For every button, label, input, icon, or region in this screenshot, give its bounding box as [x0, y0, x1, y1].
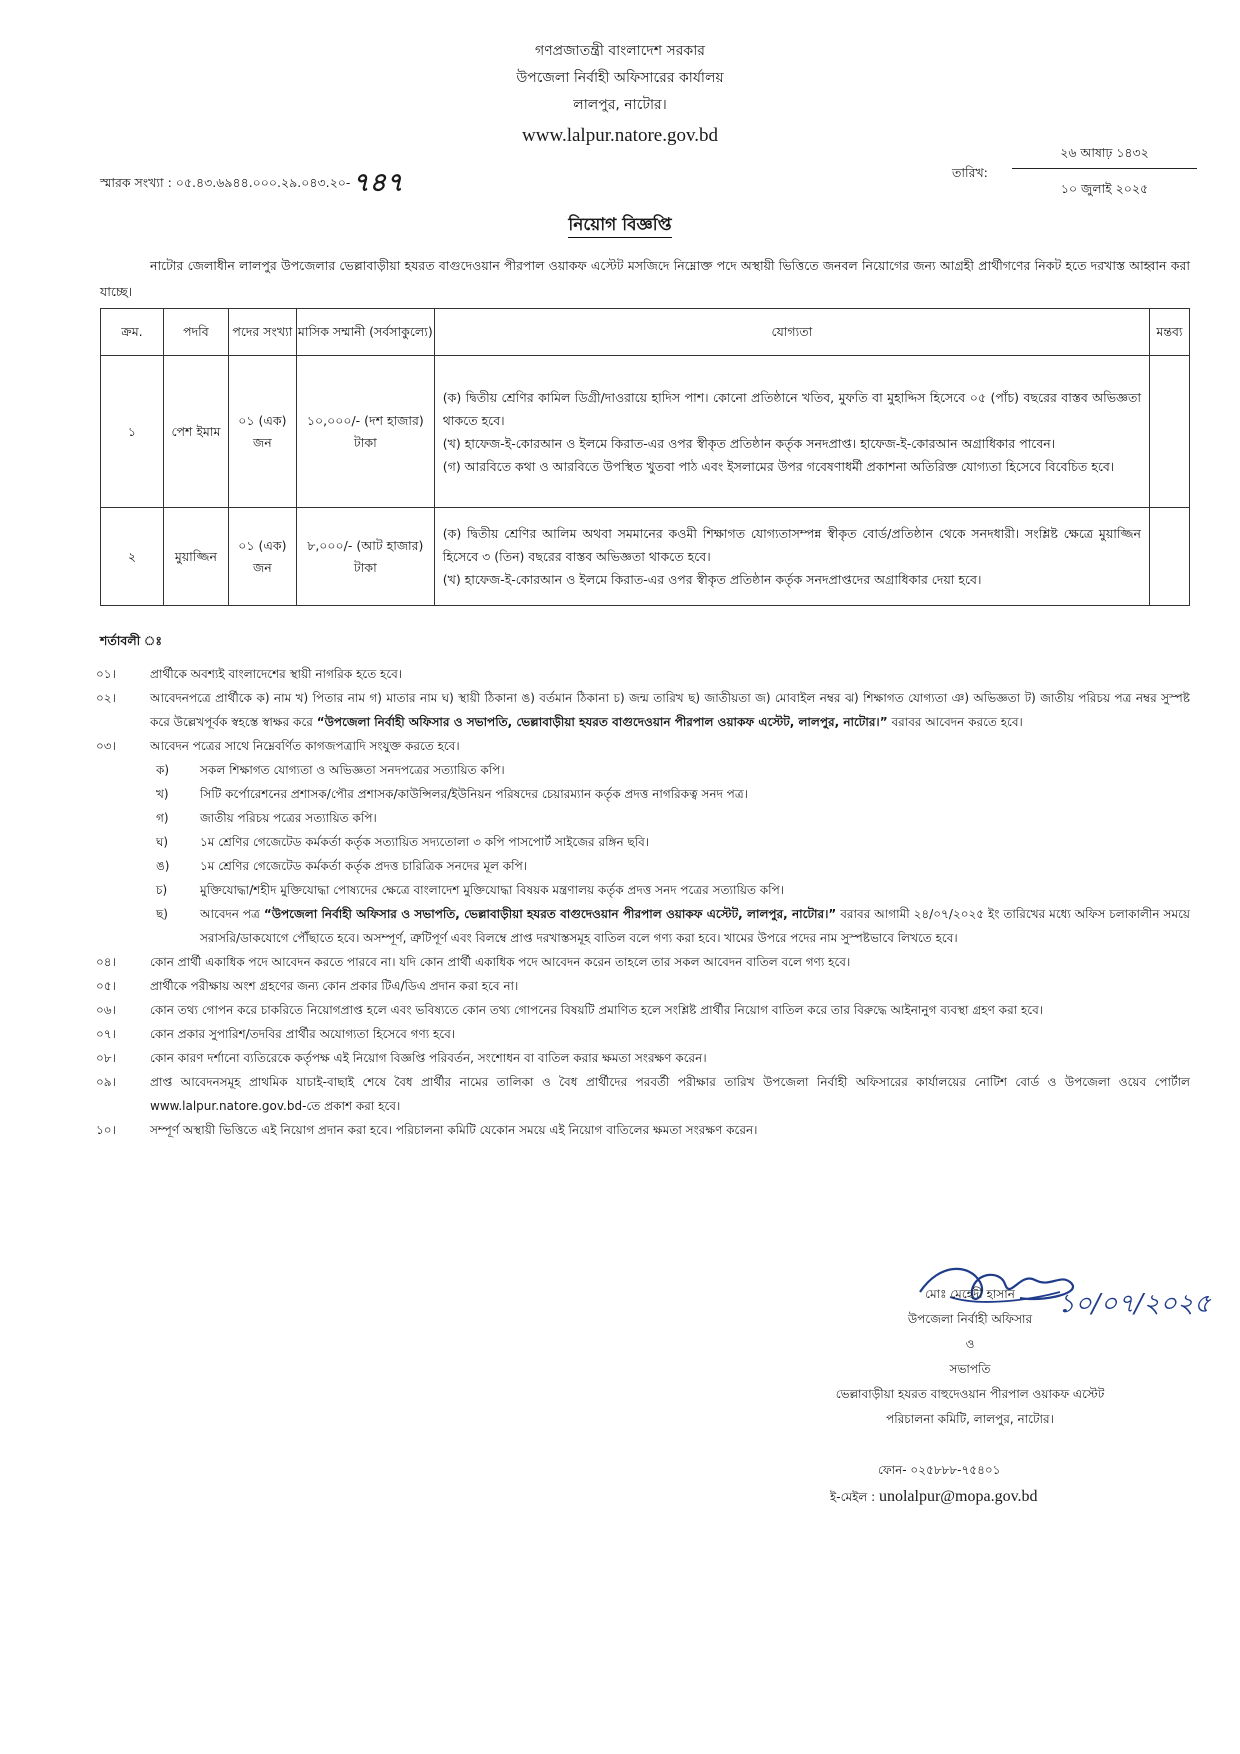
term-bold-address: “উপজেলা নির্বাহী অফিসার ও সভাপতি, ভেল্লাবাড়ীয়া হযরত বাগুদেওয়ান পীরপাল ওয়াকফ এস্টেট, লালপুর, নাটোর।”	[316, 715, 888, 729]
term-number: ০৩।	[96, 739, 116, 753]
term-item	[96, 950, 1190, 974]
subterm-item	[96, 758, 1190, 782]
subterm-item	[96, 902, 1190, 950]
term-text: কোন প্রকার সুপারিশ/তদবির প্রার্থীর অযোগ্যতা হিসেবে গণ্য হবে।	[150, 1027, 456, 1041]
memo-label: স্মারক সংখ্যা : ০৫.৪৩.৬৯৪৪.০০০.২৯.০৪৩.২০-	[100, 175, 351, 190]
term-number: ০৫।	[96, 979, 116, 993]
email-link[interactable]: unolalpur@mopa.gov.bd	[878, 1488, 1038, 1505]
term-item	[96, 1022, 1190, 1046]
conjunction: ও	[965, 1337, 975, 1351]
col-post: পদবি	[163, 309, 228, 356]
term-number: ১০।	[96, 1123, 116, 1137]
term-text: কোন প্রার্থী একাধিক পদে আবেদন করতে পারবে না। যদি কোন প্রার্থী একাধিক পদে আবেদন করেন তাহলে তার সকল আবেদন বাতিল বলে গণ্য হবে।	[150, 955, 851, 969]
term-number: ০২।	[96, 691, 116, 705]
row-qualifications	[434, 508, 1149, 606]
term-item	[96, 998, 1190, 1022]
subterm-number: খ)	[156, 787, 169, 801]
subterm-item	[96, 806, 1190, 830]
row-remarks	[1149, 508, 1189, 606]
subterm-bold-address: “উপজেলা নির্বাহী অফিসার ও সভাপতি, ভেল্লাবাড়ীয়া হযরত বাগুদেওয়ান পীরপাল ওয়াকফ এস্টেট, লালপুর, নাটোর।”	[263, 907, 837, 921]
term-item	[96, 662, 1190, 686]
term-number: ০৬।	[96, 1003, 116, 1017]
col-salary: মাসিক সম্মানী (সর্বসাকুল্যে)	[296, 309, 434, 356]
subterm-tail: বরাবর আগামী ২৪/০৭/২০২৫ ইং তারিখের মধ্যে অফিস চলাকালীন সময়ে সরাসরি/ডাকযোগে পৌঁছাতে হবে। অসম্পূর্ণ, ত্রুটিপূর্ণ এবং বিলম্বে প্রাপ্ত দরখাস্তসমূহ বাতিল বলে গণ্য করা হবে। খামের উপরে পদের নাম সুস্পষ্টভাবে লিখতে হবে।	[200, 907, 1190, 945]
row-count: ০১ (এক) জন	[228, 356, 296, 508]
office-location: লালপুর, নাটোর।	[573, 97, 667, 113]
memo-number	[100, 162, 403, 206]
qualification-item: (খ) হাফেজ-ই-কোরআন ও ইলমে কিরাত-এর ওপর স্বীকৃত প্রতিষ্ঠান কর্তৃক সনদপ্রাপ্ত। হাফেজ-ই-কোরআন অগ্রাধিকার পাবেন।	[442, 435, 1056, 451]
term-text: প্রার্থীকে পরীক্ষায় অংশ গ্রহণের জন্য কোন প্রকার টিএ/ডিএ প্রদান করা হবে না।	[150, 979, 519, 993]
office-name: উপজেলা নির্বাহী অফিসারের কার্যালয়	[516, 70, 724, 86]
email-line	[830, 1488, 1038, 1509]
term-item	[96, 974, 1190, 998]
term-text: কোন তথ্য গোপন করে চাকরিতে নিয়োগপ্রাপ্ত হলে এবং ভবিষ্যতে কোন তথ্য গোপনের বিষয়টি প্রমাণিত হলে সংশ্লিষ্ট প্রার্থীর নিয়োগ বাতিল করে তার বিরুদ্ধে আইনানুগ ব্যবস্থা গ্রহণ করা হবে।	[150, 1003, 1044, 1017]
officer-role: সভাপতি	[949, 1362, 991, 1376]
term-text: কোন কারণ দর্শানো ব্যতিরেকে কর্তৃপক্ষ এই নিয়োগ বিজ্ঞপ্তি পরিবর্তন, সংশোধন বা বাতিল করার ক্ষমতা সংরক্ষণ করেন।	[150, 1051, 707, 1065]
subterm-text: সকল শিক্ষাগত যোগ্যতা ও অভিজ্ঞতা সনদপত্রের সত্যায়িত কপি।	[200, 763, 505, 777]
subterm-item	[96, 782, 1190, 806]
subterm-text: মুক্তিযোদ্ধা/শহীদ মুক্তিযোদ্ধা পোষ্যদের ক্ষেত্রে বাংলাদেশ মুক্তিযোদ্ধা বিষয়ক মন্ত্রণালয় কর্তৃক প্রদত্ত সনদ পত্রের সত্যায়িত কপি।	[200, 883, 785, 897]
subterm-number: ক)	[156, 763, 170, 777]
table-row	[101, 356, 1190, 508]
subterm-item	[96, 854, 1190, 878]
qualification-item: (খ) হাফেজ-ই-কোরআন ও ইলমে কিরাত-এর ওপর স্বীকৃত প্রতিষ্ঠান কর্তৃক সনদপ্রাপ্তদের অগ্রাধিকার দেয়া হবে।	[442, 572, 982, 587]
term-item	[96, 1118, 1190, 1142]
officer-designation: উপজেলা নির্বাহী অফিসার	[907, 1312, 1033, 1326]
subterm-item	[96, 878, 1190, 902]
email-label: ই-মেইল :	[830, 1490, 876, 1504]
svg-text:১০/০৭/২০২৫: ১০/০৭/২০২৫	[1058, 1289, 1211, 1319]
term-text: প্রাপ্ত আবেদনসমূহ প্রাথমিক যাচাই-বাছাই শেষে বৈধ প্রার্থীর নামের তালিকা ও বৈধ প্রার্থীদের পরবর্তী পরীক্ষার তারিখ উপজেলা নির্বাহী অফিসারের কার্যালয়ের নোটিশ বোর্ড ও উপজেলা ওয়েব পোর্টাল www.lalpur.natore.gov.bd-তে প্রকাশ করা হবে।	[150, 1075, 1190, 1113]
subterm-item	[96, 830, 1190, 854]
subterm-text: আবেদন পত্র	[200, 907, 260, 921]
letterhead	[0, 38, 1240, 151]
subterm-text: জাতীয় পরিচয় পত্রের সত্যায়িত কপি।	[200, 811, 377, 825]
row-serial: ২	[101, 508, 164, 606]
term-number: ০৪।	[96, 955, 116, 969]
terms-list	[96, 662, 1190, 1142]
subterm-text: ১ম শ্রেণির গেজেটেড কর্মকর্তা কর্তৃক প্রদত্ত চারিত্রিক সনদের মূল কপি।	[200, 859, 528, 873]
notice-title-wrap	[0, 212, 1240, 240]
subterm-number: চ)	[156, 883, 168, 897]
term-number: ০৯।	[96, 1075, 116, 1089]
term-text: আবেদন পত্রের সাথে নিম্নেবর্ণিত কাগজপত্রাদি সংযুক্ত করতে হবে।	[150, 739, 460, 753]
intro-paragraph: নাটোর জেলাধীন লালপুর উপজেলার ভেল্লাবাড়ীয়া হযরত বাগুদেওয়ান পীরপাল ওয়াকফ এস্টেট মসজিদে নিম্নোক্ত পদে অস্থায়ী ভিত্তিতে জনবল নিয়োগের জন্য আগ্রহী প্রার্থীগণের নিকট হতে দরখাস্ত আহ্বান করা যাচ্ছে।	[100, 258, 1190, 299]
term-number: ০৮।	[96, 1051, 116, 1065]
qualification-item: (ক) দ্বিতীয় শ্রেণির আলিম অথবা সমমানের কওমী শিক্ষাগত যোগ্যতাসম্পন্ন স্বীকৃত বোর্ড/প্রতিষ্ঠান থেকে সনদধারী। সংশ্লিষ্ট ক্ষেত্রে মুয়াজ্জিন হিসেবে ৩ (তিন) বছরের বাস্তব অভিজ্ঞতা থাকতে হবে।	[442, 526, 1141, 564]
phone-number: ফোন- ০২৫৮৮৮-৭৫৪০১	[878, 1463, 1001, 1477]
row-salary: ১০,০০০/- (দশ হাজার) টাকা	[296, 356, 434, 508]
posts-table	[100, 308, 1190, 606]
col-count: পদের সংখ্যা	[228, 309, 296, 356]
table-header-row	[101, 309, 1190, 356]
memo-handwritten-no: ৭৪৭	[352, 168, 404, 198]
term-item	[96, 1070, 1190, 1118]
row-qualifications	[434, 356, 1149, 508]
subterm-text: ১ম শ্রেণির গেজেটেড কর্মকর্তা কর্তৃক সত্যায়িত সদ্যতোলা ৩ কপি পাসপোর্ট সাইজের রঙ্গিন ছবি।	[200, 835, 650, 849]
term-tail: বরাবর আবেদন করতে হবে।	[891, 715, 1023, 729]
row-post: মুয়াজ্জিন	[163, 508, 228, 606]
date-label: তারিখ:	[952, 165, 988, 180]
organization-name: ভেল্লাবাড়ীয়া হযরত বাহুদেওয়ান পীরপাল ওয়াকফ এস্টেট	[835, 1387, 1105, 1401]
term-number: ০৭।	[96, 1027, 116, 1041]
subterm-number: ঙ)	[156, 859, 170, 873]
notice-title: নিয়োগ বিজ্ঞপ্তি	[568, 215, 671, 238]
row-remarks	[1149, 356, 1189, 508]
term-number: ০১।	[96, 667, 116, 681]
term-item	[96, 1046, 1190, 1070]
col-remarks: মন্তব্য	[1149, 309, 1189, 356]
subterm-text: সিটি কর্পোরেশনের প্রশাসক/পৌর প্রশাসক/কাউন্সিলর/ইউনিয়ন পরিষদের চেয়ারম্যান কর্তৃক প্রদত্ত নাগরিকত্ব সনদ পত্র।	[200, 787, 748, 801]
website-link[interactable]: www.lalpur.natore.gov.bd	[522, 125, 718, 146]
govt-name: গণপ্রজাতন্ত্রী বাংলাদেশ সরকার	[535, 43, 705, 59]
term-text: আবেদনপত্রে প্রার্থীকে ক) নাম খ) পিতার নাম গ) মাতার নাম ঘ) স্থায়ী ঠিকানা ঙ) বর্তমান ঠিকানা চ) জন্ম তারিখ ছ) জাতীয়তা জ) মোবাইল নম্বর ঝ) শিক্ষাগত যোগ্যতা ঞ) অভিজ্ঞতা ট) জাতীয় পরিচয় পত্র নম্বর সুস্পষ্ট করে উল্লেখপূর্বক স্বহস্তে স্বাক্ষর করে	[150, 691, 1190, 729]
subterm-number: ঘ)	[156, 835, 169, 849]
term-text: সম্পূর্ণ অস্থায়ী ভিত্তিতে এই নিয়োগ প্রদান করা হবে। পরিচালনা কমিটি যেকোন সময়ে এই নিয়োগ বাতিলের ক্ষমতা সংরক্ষণ করেন।	[150, 1123, 758, 1137]
subterm-number: ছ)	[156, 907, 168, 921]
date-english: ১০ জুলাই ২০২৫	[1060, 181, 1149, 196]
term-text: প্রার্থীকে অবশ্যই বাংলাদেশের স্থায়ী নাগরিক হতে হবে।	[150, 667, 403, 681]
col-serial: ক্রম.	[101, 309, 164, 356]
term-item	[96, 734, 1190, 758]
term-item	[96, 686, 1190, 734]
row-post: পেশ ইমাম	[163, 356, 228, 508]
row-count: ০১ (এক) জন	[228, 508, 296, 606]
date-bangla: ২৬ আষাঢ় ১৪৩২	[1012, 145, 1197, 169]
terms-heading: শর্তাবলী ঃ	[100, 633, 163, 648]
row-salary: ৮,০০০/- (আট হাজার) টাকা	[296, 508, 434, 606]
qualification-item: (ক) দ্বিতীয় শ্রেণির কামিল ডিগ্রী/দাওরায়ে হাদিস পাশ। কোনো প্রতিষ্ঠানে খতিব, মুফতি বা মুহাদ্দিস হিসেবে ০৫ (পাঁচ) বছরের বাস্তব অভিজ্ঞতা থাকতে হবে।	[442, 389, 1141, 428]
row-serial: ১	[101, 356, 164, 508]
table-row	[101, 508, 1190, 606]
qualification-item: (গ) আরবিতে কথা ও আরবিতে উপস্থিত খুতবা পাঠ এবং ইসলামের উপর গবেষণাধর্মী প্রকাশনা অতিরিক্ত যোগ্যতা হিসেবে বিবেচিত হবে।	[442, 458, 1115, 474]
subterm-number: গ)	[156, 811, 169, 825]
officer-name: মোঃ মেহেদী হাসান	[925, 1287, 1015, 1301]
col-qualification: যোগ্যতা	[434, 309, 1149, 356]
signatory-block	[760, 1282, 1180, 1432]
committee-name: পরিচালনা কমিটি, লালপুর, নাটোর।	[886, 1412, 1054, 1426]
